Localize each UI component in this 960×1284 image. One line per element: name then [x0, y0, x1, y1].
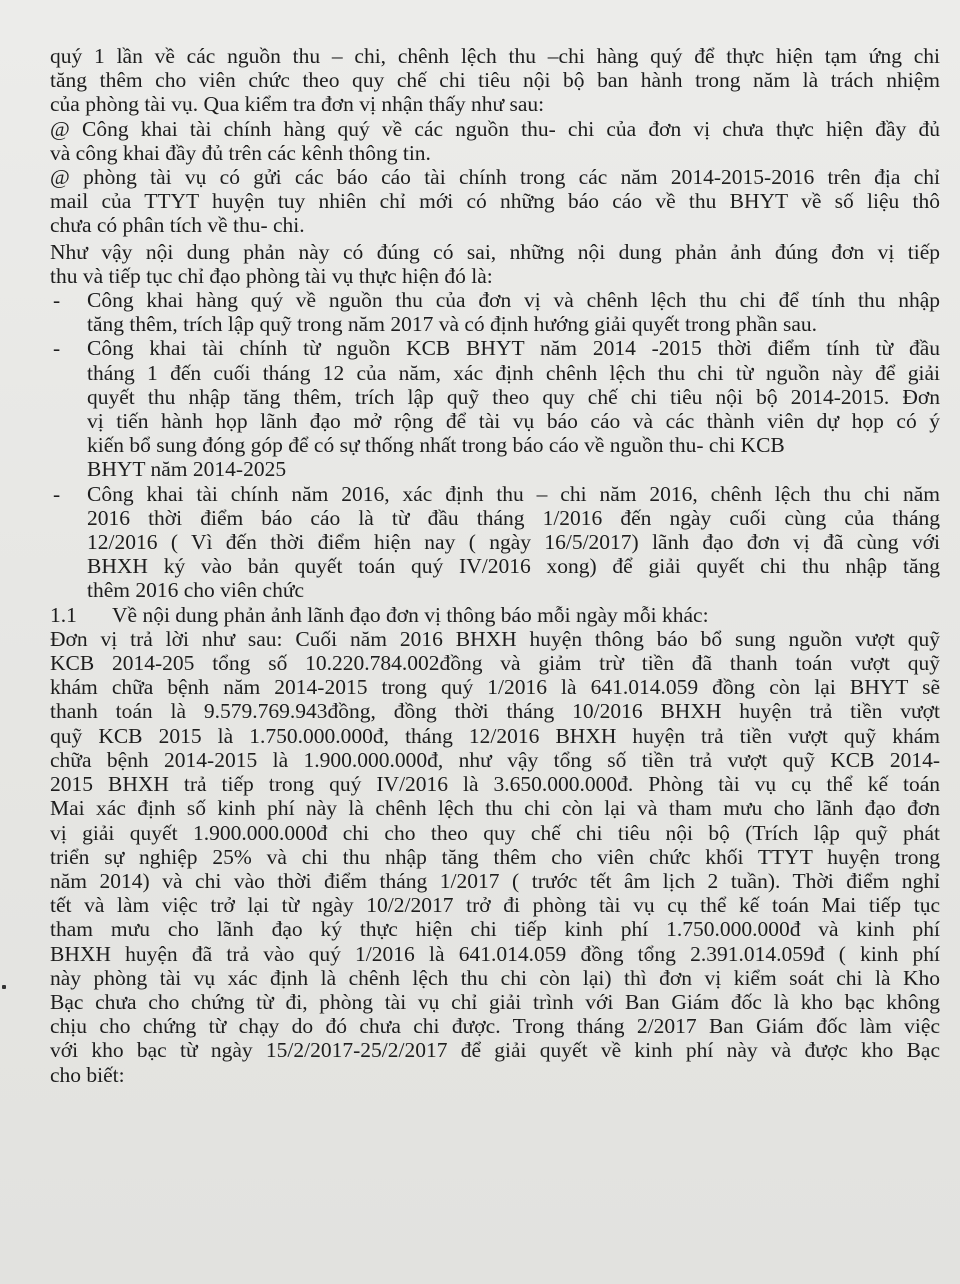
- bullet-line: tăng thêm, trích lập quỹ trong năm 2017 và có định hướng giải quyết trong phần sau.: [87, 312, 817, 337]
- bullet-line: thêm 2016 cho viên chức: [87, 578, 305, 603]
- conclusion-paragraph: [50, 240, 940, 288]
- margin-mark: [2, 985, 6, 989]
- answer-line: chịu cho chứng từ chạy do đó chưa chi được. Trong tháng 2/2017 Ban Giám đốc làm việc: [50, 1014, 940, 1039]
- answer-line: khám chữa bệnh năm 2014-2015 trong quý 1/2016 là 641.014.059 đồng còn lại BHYT sẽ: [50, 675, 940, 700]
- answer-line: với kho bạc từ ngày 15/2/2017-25/2/2017 để giải quyết về kinh phí này và được kho Bạc: [50, 1038, 940, 1063]
- bullet-first-line: [50, 336, 940, 360]
- finding-line: và công khai đầy đủ trên các kênh thông tin.: [50, 140, 431, 165]
- finding-1: [50, 117, 940, 165]
- finding-line: chưa có phân tích về thu- chi.: [50, 213, 305, 238]
- answer-line: vị giải quyết 1.900.000.000đ chi cho theo quy chế chi tiêu nội bộ (Trích lập quỹ phát: [50, 820, 940, 845]
- conclusion-line: thu và tiếp tục chỉ đạo phòng tài vụ thực hiện đó là:: [50, 263, 493, 288]
- bullet-line: kiến bổ sung đóng góp để có sự thống nhất trong báo cáo về nguồn thu- chi KCB: [87, 433, 785, 458]
- answer-paragraph: [50, 627, 940, 1087]
- bullet-first-line: [50, 482, 940, 506]
- bullet-line: BHXH ký vào bản quyết toán quý IV/2016 xong) để giải quyết chi thu nhập tăng: [87, 554, 940, 579]
- bullet-first-line: [50, 288, 940, 312]
- answer-line: quỹ KCB 2015 là 1.750.000.000đ, tháng 12/2016 BHXH huyện trả tiền vượt quỹ khám: [50, 723, 940, 748]
- answer-line: 2015 BHXH trả tiếp trong quý IV/2016 là 3.650.000.000đ. Phòng tài vụ cụ thể kế toán: [50, 772, 940, 797]
- answer-line: tết và làm việc trở lại từ ngày 10/2/2017 trở đi phòng tài vụ cụ thể kế toán Mai tiếp tục: [50, 893, 940, 918]
- intro-line: quý 1 lần về các nguồn thu – chi, chênh lệch thu –chi hàng quý để thực hiện tạm ứng chi: [50, 44, 940, 68]
- bullet-dash: -: [53, 481, 61, 506]
- answer-line: triển sự nghiệp 25% và chi thu nhập tăng thêm cho viên chức khối TTYT huyện trong: [50, 844, 940, 869]
- bullet-dash: -: [53, 336, 61, 361]
- conclusion-line: Như vậy nội dung phản này có đúng có sai, những nội dung phản ảnh đúng đơn vị tiếp: [50, 239, 940, 264]
- bullet-line: vị tiến hành họp lãnh đạo mở rộng để tài vụ báo cáo và các thành viên dự họp có ý: [87, 409, 940, 434]
- answer-line: này phòng tài vụ xác định là chênh lệch thu chi còn lại) thì đơn vị kiểm soát chi là Kho: [50, 965, 940, 990]
- intro-line: tăng thêm cho viên chức theo quy chế chi tiêu nội bộ ban hành trong năm là trách nhiệm: [50, 68, 940, 93]
- bullet-line: 12/2016 ( Vì đến thời điểm hiện nay ( ngày 16/5/2017) lãnh đạo đơn vị đã cùng với: [87, 530, 940, 555]
- bullet-line: quyết thu nhập tăng thêm, trích lập quỹ theo quy chế chi tiêu nội bộ 2014-2015. Đơn: [87, 384, 940, 409]
- answer-line: thanh toán là 9.579.769.943đồng, đồng thời tháng 10/2016 BHXH huyện trả tiền vượt: [50, 699, 940, 724]
- section-heading: [50, 603, 940, 627]
- bullet-item-3: [50, 482, 940, 603]
- answer-line: cho biết:: [50, 1062, 125, 1087]
- bullet-item-1: [50, 288, 940, 336]
- finding-line: @ phòng tài vụ có gửi các báo cáo tài chính trong các năm 2014-2015-2016 trên địa chỉ: [50, 165, 940, 190]
- bullet-text: Công khai tài chính năm 2016, xác định thu – chi năm 2016, chênh lệch thu chi năm: [87, 481, 940, 506]
- answer-line: Đơn vị trả lời như sau: Cuối năm 2016 BHXH huyện thông báo bổ sung nguồn vượt quỹ: [50, 626, 940, 651]
- intro-paragraph: [50, 44, 940, 117]
- bullet-dash: -: [53, 288, 61, 313]
- answer-line: BHXH huyện đã trả vào quý 1/2016 là 641.014.059 đồng tổng 2.391.014.059đ ( kinh phí: [50, 941, 940, 966]
- bullet-line: 2016 thời điểm báo cáo là từ đầu tháng 1/2016 đến ngày cuối cùng của tháng: [87, 505, 940, 530]
- answer-line: năm 2014) và chi vào thời điểm tháng 1/2017 ( trước tết âm lịch 2 tuần). Thời điểm nghỉ: [50, 868, 940, 893]
- answer-line: Mai xác định số kinh phí này là chênh lệch thu chi còn lại và tham mưu cho lãnh đạo đơn: [50, 796, 940, 821]
- answer-line: chữa bệnh 2014-2015 là 1.900.000.000đ, như vậy tổng số tiền trả vượt quỹ KCB 2014-: [50, 747, 940, 772]
- bullet-line: BHYT năm 2014-2025: [87, 457, 287, 482]
- finding-line: mail của TTYT huyện tuy nhiên chỉ mới có những báo cáo về thu BHYT về số liệu thô: [50, 189, 940, 214]
- answer-line: KCB 2014-205 tổng số 10.220.784.002đồng và giảm trừ tiền đã thanh toán vượt quỹ: [50, 651, 940, 676]
- section-title: Về nội dung phản ảnh lãnh đạo đơn vị thông báo mỗi ngày mỗi khác:: [112, 602, 709, 627]
- section-number: 1.1: [50, 602, 77, 627]
- finding-line: @ Công khai tài chính hàng quý về các nguồn thu- chi của đơn vị chưa thực hiện đầy đủ: [50, 116, 940, 141]
- intro-line: của phòng tài vụ. Qua kiểm tra đơn vị nhận thấy như sau:: [50, 92, 545, 117]
- answer-line: tham mưu cho lãnh đạo ký thực hiện chi tiếp kinh phí 1.750.000.000đ và kinh phí: [50, 917, 940, 942]
- bullet-text: Công khai hàng quý về nguồn thu của đơn vị và chênh lệch thu chi để tính thu nhập: [87, 288, 940, 313]
- bullet-text: Công khai tài chính từ nguồn KCB BHYT năm 2014 -2015 thời điểm tính từ đầu: [87, 336, 940, 361]
- bullet-line: tháng 1 đến cuối tháng 12 của năm, xác định chênh lệch thu chi từ nguồn này để giải: [87, 360, 940, 385]
- bullet-item-2: [50, 336, 940, 481]
- answer-line: Bạc chưa cho chứng từ đi, phòng tài vụ chỉ giải trình với Ban Giám đốc là kho bạc không: [50, 989, 940, 1014]
- finding-2: [50, 165, 940, 238]
